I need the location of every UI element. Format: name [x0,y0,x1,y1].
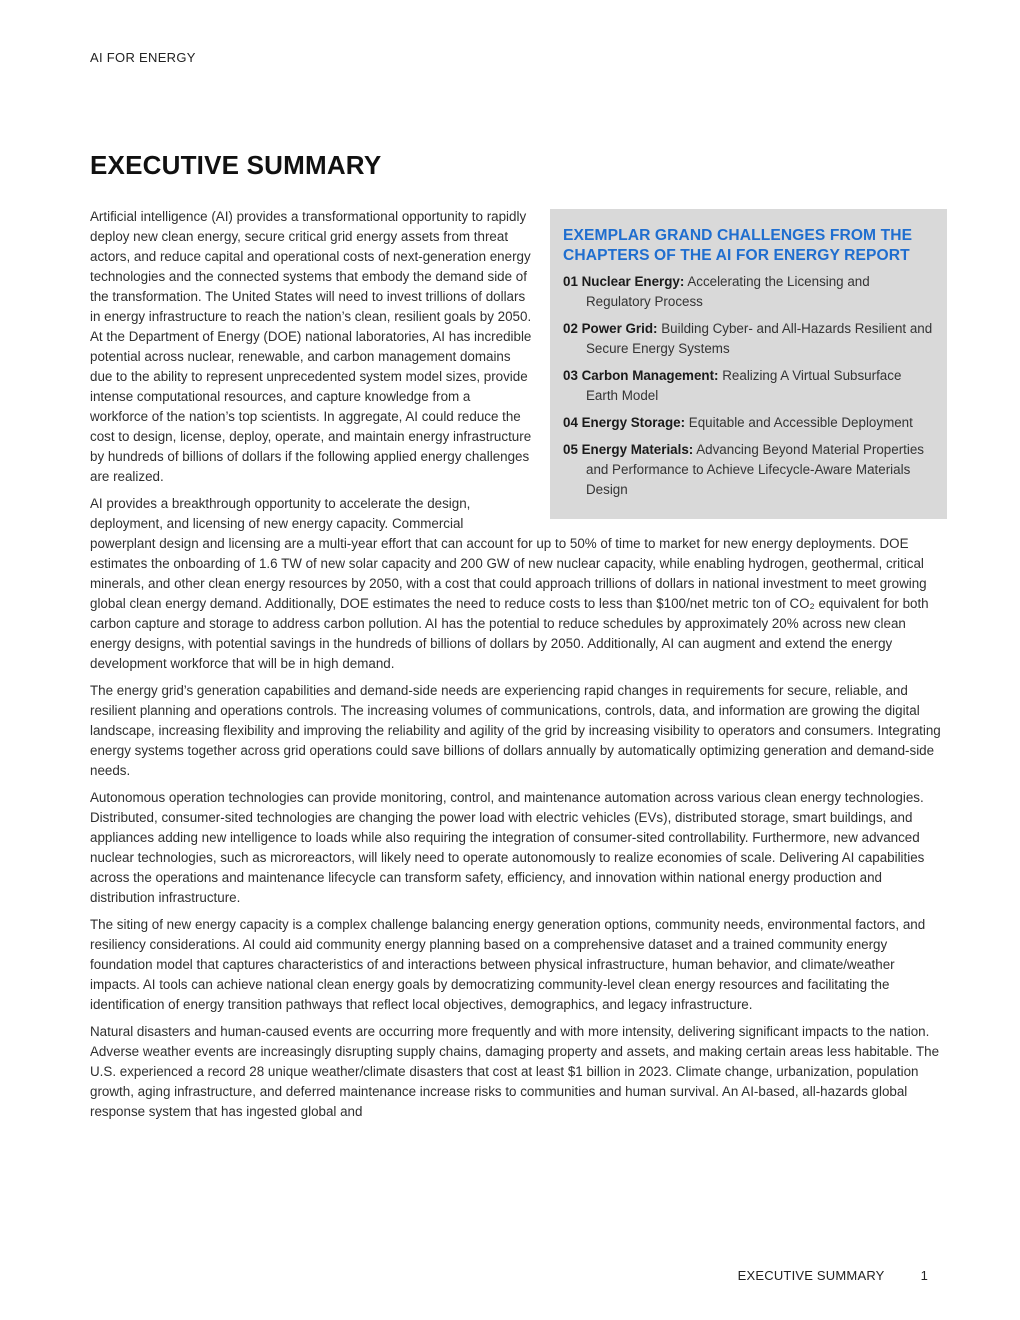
paragraph-grid: The energy grid’s generation capabilities and demand-side needs are experiencing rapid changes in requirements for secure, reliable, and resilient planning and operations controls. The increasing volumes of communications, controls, data, and information are growing the digital landscape, increasing flexibility and improving the reliability and agility of the grid by increasing visibility to operators and consumers. Integrating energy systems together across grid operations could save billions of dollars annually by automatically optimizing generation and demand-side needs. [90,683,941,778]
challenge-item [563,319,933,359]
challenge-label: 04 Energy Storage: [563,415,686,430]
body-content [90,207,947,1129]
page-number: 1 [920,1268,928,1283]
page-footer [738,1268,928,1283]
challenge-item [563,413,933,433]
challenge-label: 02 Power Grid: [563,321,658,336]
challenge-text: Equitable and Accessible Deployment [688,415,913,430]
grand-challenges-callout [550,209,947,519]
running-header: AI FOR ENERGY [90,50,196,65]
challenge-text: Realizing A Virtual Subsurface Earth Model [586,368,902,403]
challenge-label: 01 Nuclear Energy: [563,274,685,289]
paragraph-design-licensing: AI provides a breakthrough opportunity to accelerate the design, deployment, and licensing of new energy capacity. Commercial powerplant design and licensing are a multi-year effort that can account for up to 50% of time to market for new energy deployments. DOE estimates the onboarding of 1.6 TW of new solar capacity and 200 GW of new nuclear capacity, while enabling hydrogen, geothermal, critical minerals, and other clean energy resources by 2050, with a cost that could approach trillions of dollars in national investment to meet growing global clean energy demand. Additionally, DOE estimates the need to reduce costs to less than $100/net metric ton of CO₂ equivalent for both carbon capture and storage to address carbon pollution. AI has the potential to reduce schedules by approximately 20% across new clean energy designs, with potential savings in the hundreds of billions of dollars by 2050. Additionally, AI can augment and extend the energy development workforce that will be in high demand. [90,496,929,671]
challenge-text: Advancing Beyond Material Properties and Performance to Achieve Lifecycle-Aware Materials Design [586,442,924,497]
callout-heading: EXEMPLAR GRAND CHALLENGES FROM THE CHAPTERS OF THE AI FOR ENERGY REPORT [563,227,913,264]
paragraph-autonomous-operations: Autonomous operation technologies can provide monitoring, control, and maintenance automation across various clean energy technologies. Distributed, consumer-sited technologies are changing the power load with electric vehicles (EVs), distributed storage, smart buildings, and appliances adding new intelligence to loads while also requiring the integration of consumer-sited controllability. Furthermore, new advanced nuclear technologies, such as microreactors, will likely need to operate autonomously to realize economies of scale. Delivering AI capabilities across the operations and maintenance lifecycle can transform safety, efficiency, and innovation within national energy production and distribution infrastructure. [90,790,925,905]
challenge-label: 05 Energy Materials: [563,442,694,457]
paragraph-siting: The siting of new energy capacity is a complex challenge balancing energy generation options, community needs, environmental factors, and resiliency considerations. AI could aid community energy planning based on a comprehensive dataset and a trained community energy foundation model that captures characteristics of and interactions between physical infrastructure, human behavior, and climate/weather impacts. AI tools can achieve national clean energy goals by democratizing community-level clean energy resources and facilitating the identification of energy transition pathways that reflect local objectives, demographics, and legacy infrastructure. [90,917,926,1012]
paragraph-intro: Artificial intelligence (AI) provides a transformational opportunity to rapidly deploy new clean energy, secure critical grid energy assets from threat actors, and reduce capital and operational costs of next-generation energy technologies and the connected systems that embody the demand side of the transformation. The United States will need to invest trillions of dollars in energy infrastructure to reach the nation’s clean, resilient goals by 2050. At the Department of Energy (DOE) national laboratories, AI has incredible potential across nuclear, renewable, and carbon management domains due to the ability to represent unprecedented system model sizes, provide intense computational resources, and capture knowledge from a workforce of the nation’s top scientists. In aggregate, AI could reduce the cost to design, license, deploy, operate, and maintain energy infrastructure by hundreds of billions of dollars if the following applied energy challenges are realized. [90,209,532,484]
challenge-item [563,272,933,312]
page-title: EXECUTIVE SUMMARY [90,150,382,180]
challenge-label: 03 Carbon Management: [563,368,719,383]
challenge-item [563,366,933,406]
paragraph-hazards: Natural disasters and human-caused events are occurring more frequently and with more intensity, delivering significant impacts to the nation. Adverse weather events are increasingly disrupting supply chains, damaging property and assets, and making certain areas less habitable. The U.S. experienced a record 28 unique weather/climate disasters that cost at least $1 billion in 2023. Climate change, urbanization, population growth, aging infrastructure, and deferred maintenance increase risks to communities and human survival. An AI-based, all-hazards global response system that has ingested global and [90,1024,940,1119]
challenge-text: Building Cyber- and All-Hazards Resilient and Secure Energy Systems [586,321,933,356]
challenge-text: Accelerating the Licensing and Regulatory Process [586,274,870,309]
footer-section-title: EXECUTIVE SUMMARY [737,1268,885,1283]
challenge-item [563,440,933,500]
